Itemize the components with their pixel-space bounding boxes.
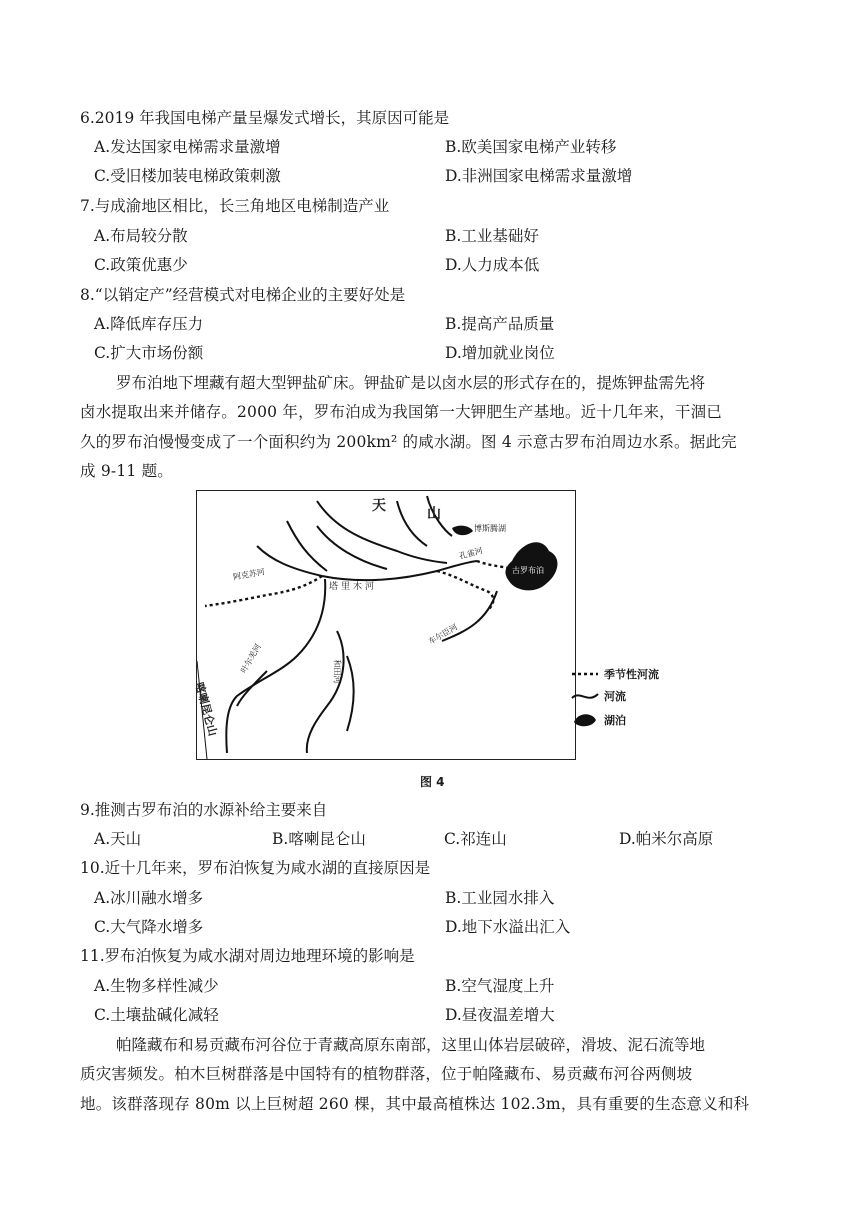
passage1-line: 卤水提取出来并储存。2000 年，罗布泊成为我国第一大钾肥生产基地。近十几年来，干涸已 [80,403,722,421]
legend-lake: 湖泊 [604,714,626,727]
q11-stem: 11.罗布泊恢复为咸水湖对周边地理环境的影响是 [80,947,415,965]
q10-stem: 10.近十几年来，罗布泊恢复为咸水湖的直接原因是 [80,859,431,877]
q8-option-c: C.扩大市场份额 [94,344,204,362]
q8-option-b: B.提高产品质量 [445,315,555,333]
q9-option-b: B.喀喇昆仑山 [272,830,366,848]
q9-stem: 9.推测古罗布泊的水源补给主要来自 [80,801,328,819]
q7-option-c: C.政策优惠少 [94,256,188,274]
q10-option-d: D.地下水溢出汇入 [445,918,571,936]
q10-option-a: A.冰川融水增多 [94,889,204,907]
q11-option-c: C.土壤盐碱化减轻 [94,1006,219,1024]
map-label-tarim: 塔里木河 [329,582,378,592]
q7-option-a: A.布局较分散 [94,227,188,245]
legend-river: 河流 [604,690,626,703]
q11-option-b: B.空气湿度上升 [445,977,555,995]
luobupo-water-system-map [192,490,576,760]
map-label-bosten: 博斯腾湖 [474,524,506,533]
q7-option-b: B.工业基础好 [445,227,539,245]
q7-stem: 7.与成渝地区相比，长三角地区电梯制造产业 [80,197,390,215]
map-label-qarqan: 车尔臣河 [426,622,460,647]
map-label-tianshan-2: 山 [427,506,441,522]
passage2-line: 帕隆藏布和易贡藏布河谷位于青藏高原东南部，这里山体岩层破碎，滑坡、泥石流等地 [116,1036,706,1054]
passage2-line: 地。该群落现存 80m 以上巨树超 260 棵，其中最高植株达 102.3m，具有重要的生态意义和科 [80,1095,750,1113]
q8-option-d: D.增加就业岗位 [445,344,555,362]
passage1-line: 罗布泊地下埋藏有超大型钾盐矿床。钾盐矿是以卤水层的形式存在的，提炼钾盐需先将 [116,374,706,392]
q6-stem: 6.2019 年我国电梯产量呈爆发式增长，其原因可能是 [80,109,450,127]
passage1-line: 成 9-11 题。 [80,462,173,480]
map-label-luobupo: 古罗布泊 [512,566,544,575]
map-label-hotan: 和田河 [332,659,342,684]
q9-option-c: C.祁连山 [444,830,507,848]
map-label-kongque: 孔雀河 [458,546,484,561]
q10-option-b: B.工业园水排入 [445,889,555,907]
q9-option-d: D.帕米尔高原 [619,830,714,848]
map-legend [568,664,708,734]
map-label-kunlun: 喀喇昆仑山 [192,680,220,738]
figure-caption: 图 4 [420,775,445,789]
legend-seasonal-river: 季节性河流 [604,668,659,681]
legend-symbols [568,664,608,734]
map-label-tianshan-1: 天 [372,498,386,514]
q6-option-d: D.非洲国家电梯需求量激增 [445,167,633,185]
q8-stem: 8.“以销定产”经营模式对电梯企业的主要好处是 [80,286,406,304]
map-drawing [197,491,575,759]
q11-option-a: A.生物多样性减少 [94,977,219,995]
q10-option-c: C.大气降水增多 [94,918,204,936]
q8-option-a: A.降低库存压力 [94,315,204,333]
q6-option-c: C.受旧楼加装电梯政策刺激 [94,167,281,185]
q11-option-d: D.昼夜温差增大 [445,1006,555,1024]
passage1-line: 久的罗布泊慢慢变成了一个面积约为 200km² 的咸水湖。图 4 示意古罗布泊周边水系。据此完 [80,433,737,451]
q9-option-a: A.天山 [94,830,142,848]
passage2-line: 质灾害频发。柏木巨树群落是中国特有的植物群落，位于帕隆藏布、易贡藏布河谷两侧坡 [80,1065,693,1083]
q6-option-a: A.发达国家电梯需求量激增 [94,138,281,156]
map-label-aksu: 阿克苏河 [232,567,266,582]
map-label-yarkand: 叶尔羌河 [239,642,263,675]
q7-option-d: D.人力成本低 [445,256,540,274]
q6-option-b: B.欧美国家电梯产业转移 [445,138,617,156]
